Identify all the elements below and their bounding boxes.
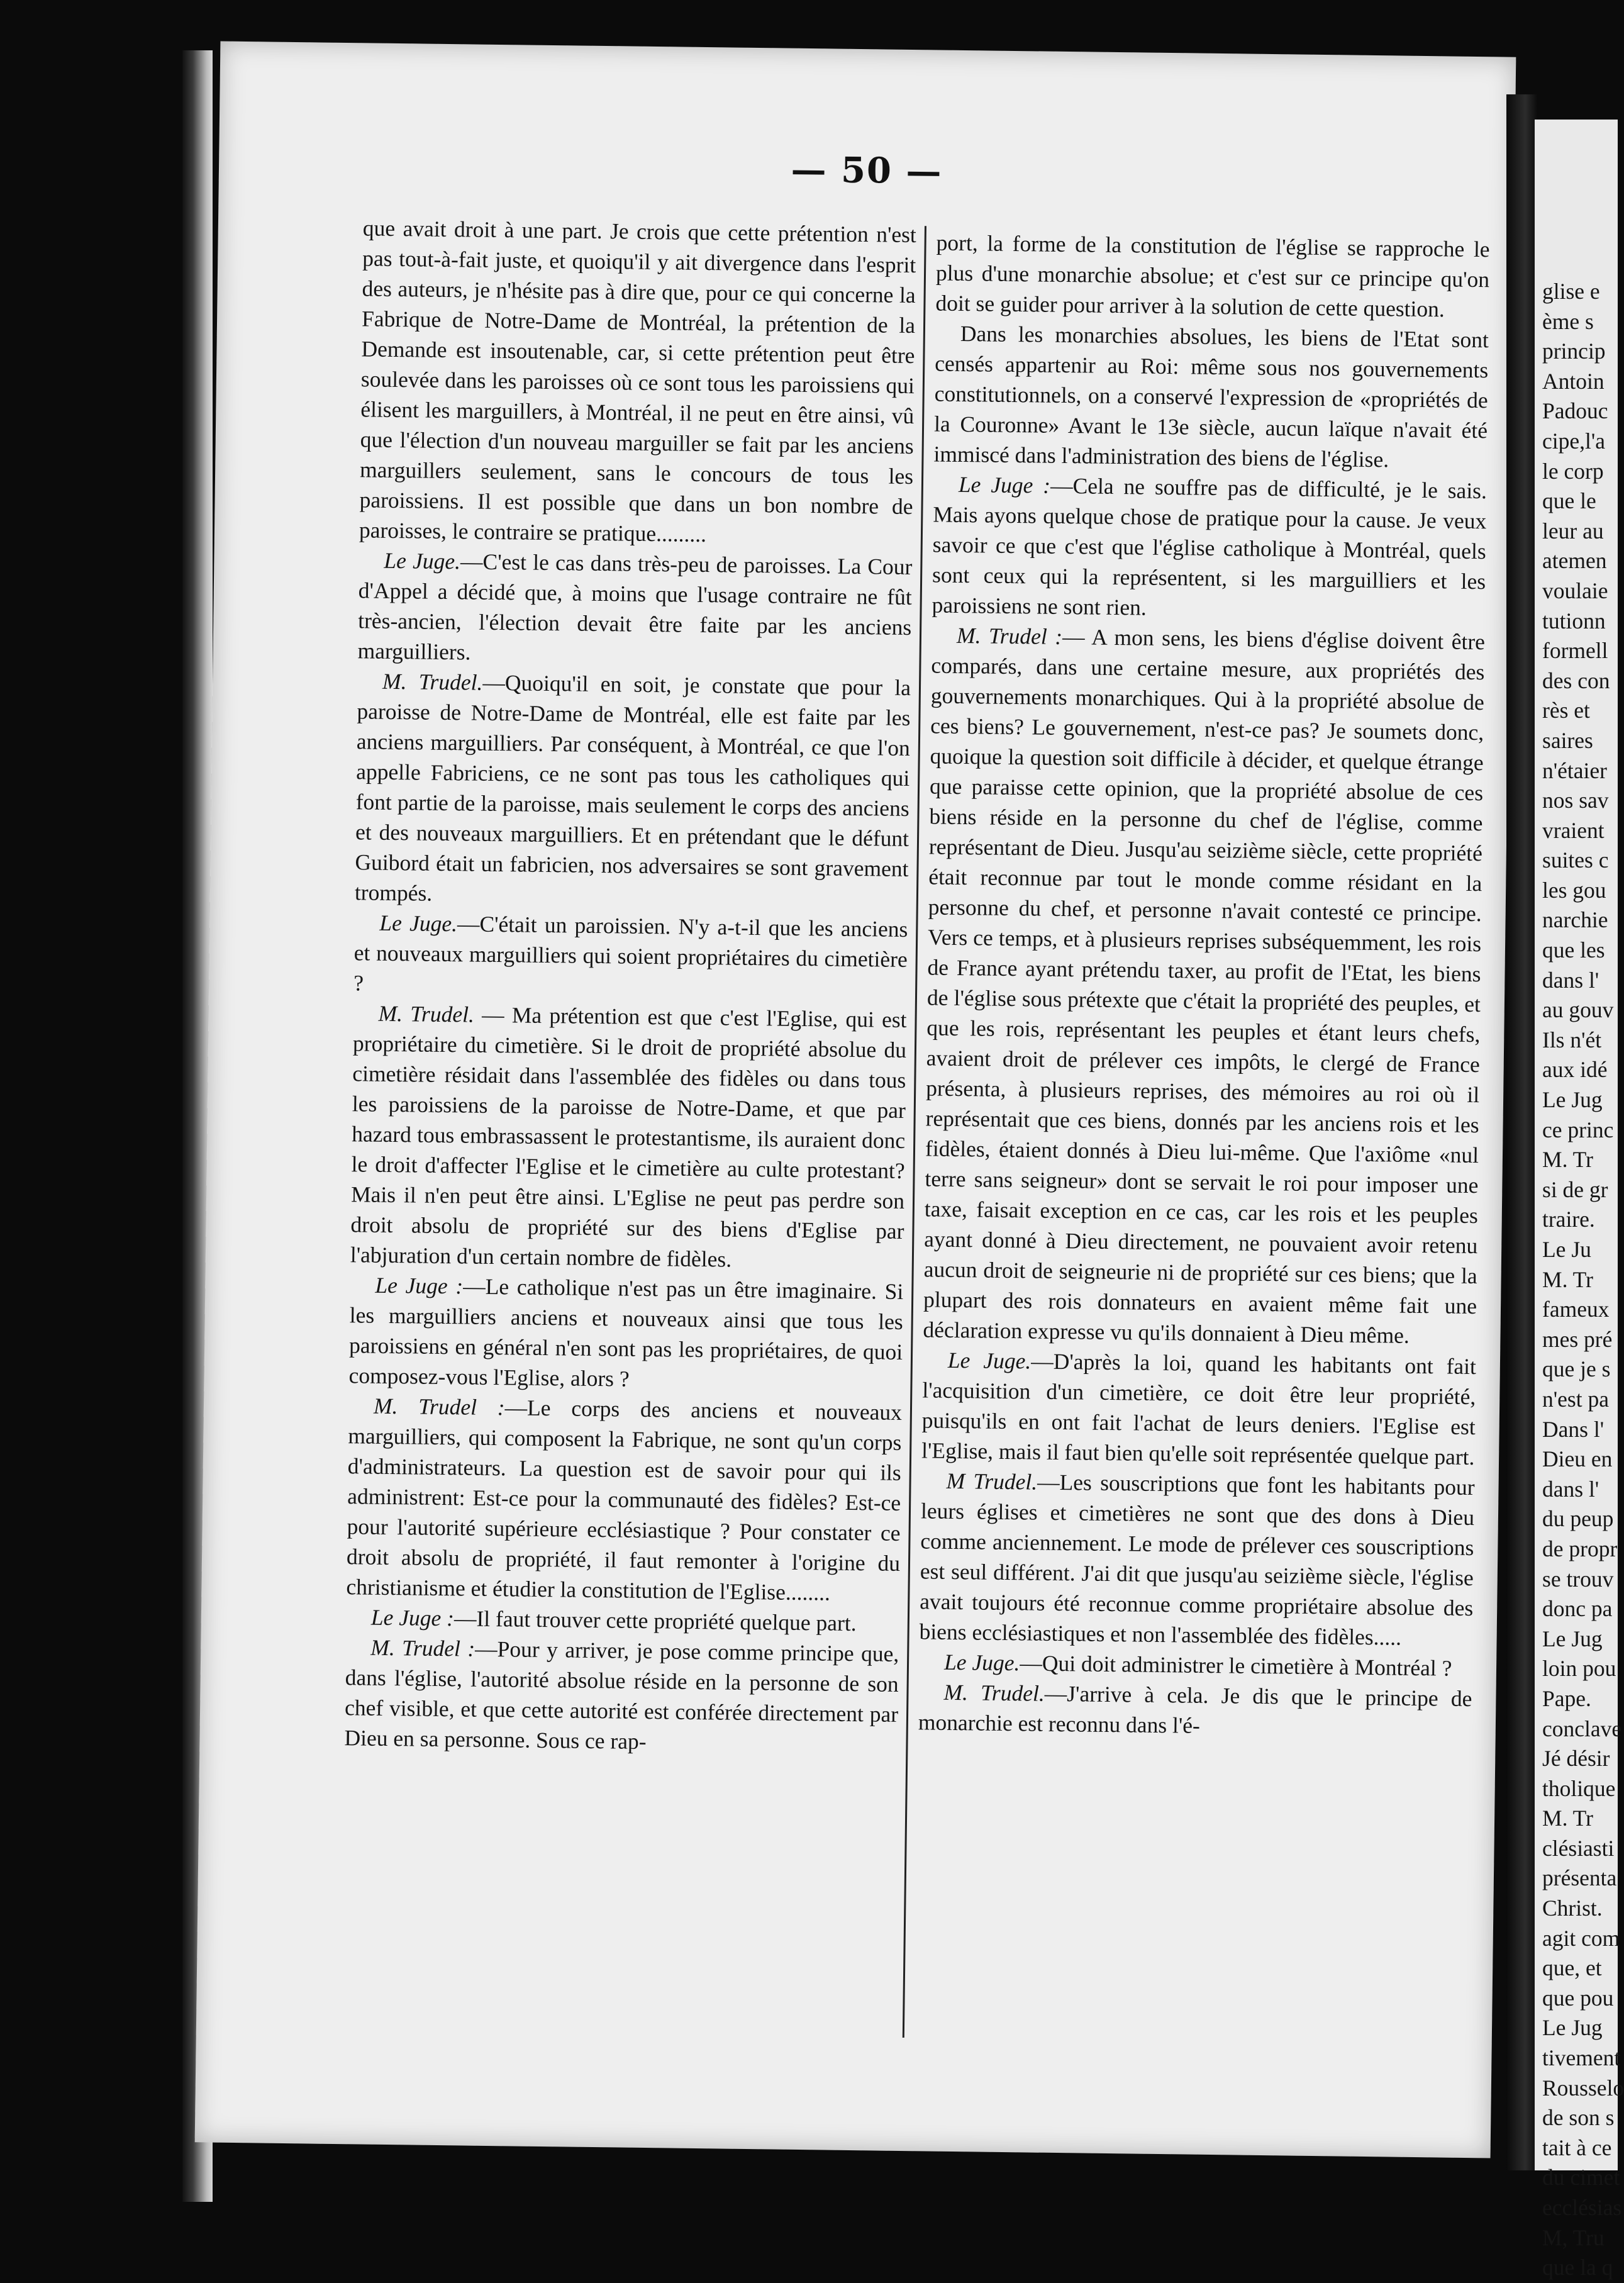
speaker-name: M. Trudel : [370,1634,476,1661]
paragraph [348,1270,903,1397]
speaker-name: M. Trudel. [378,1000,475,1027]
adjacent-page-line: les gou [1542,877,1606,903]
adjacent-page-line: Le Jug [1542,1087,1603,1113]
adjacent-page-line: conclave [1542,1716,1622,1741]
adjacent-page-line: fameux [1542,1297,1610,1322]
paragraph [346,1390,902,1609]
adjacent-page-line: mes pré [1542,1326,1613,1352]
adjacent-page-line: ème s [1542,308,1594,334]
paragraph-text: — Ma prétention est que c'est l'Eglise, qui est propriétaire du cimetière. Si le droit de propriété absolue du cimetière résidait dans l'assemblée des fidèles ou dans tous les paroissiens de la paroisse de Notre-Dame, et que par hazard tous embrassassent le protestantisme, ils auraient donc le droit d'affecter l'Eglise et le cimetière au culte protestant? Mais il n'en peut être ainsi. L'Eglise ne peut pas perdre son droit absolu de propriété sur des biens d'Eglise par l'abjuration d'un certain nombre de fidèles. [350,1002,907,1272]
adjacent-page-line: que, et [1542,1955,1602,1981]
adjacent-page-line: présenta [1542,1865,1617,1891]
paragraph-text: port, la forme de la constitution de l'église se rapproche le plus d'une monarchie absolue; et c'est sur ce principe qu'on doit se guider pour arriver à la solution de cette question. [935,230,1490,322]
paragraph-text: —Qui doit administrer le cimetière à Montréal ? [1020,1650,1452,1681]
paragraph-text: —Les souscriptions que font les habitants pour leurs églises et cimetières ne sont que des dons à Dieu comme anciennement. Le mode de prélever ces souscriptions est seul différent. J'ai dit que jusqu'au seizième siècle, l'église avait toujours été reconnue comme propriétaire absolue des biens ecclésiastiques et non l'assemblée des fidèles..... [919,1469,1475,1650]
paragraph-text: —C'est le cas dans très-peu de paroisses. La Cour d'Appel a décidé que, à moins que l'usage contraire ne fût très-ancien, l'élection devait être faite par les anciens marguilliers. [357,549,913,665]
adjacent-page-line: de propr [1542,1536,1618,1561]
adjacent-page-line: si de gr [1542,1176,1608,1202]
adjacent-page-line: vraient [1542,817,1605,843]
adjacent-page-line: tait à ce [1542,2135,1612,2160]
adjacent-page-line: tutionn [1542,608,1606,634]
adjacent-page-line: des con [1542,667,1610,693]
book-gutter [1506,94,1538,2170]
paragraph-text: —D'après la loi, quand les habitants ont fait l'acquisition d'un cimetière, ce doit être leur propriété, puisqu'ils en ont fait l'achat de leurs deniers. l'Eglise est l'Eglise, mais il faut bien qu'elle soit représentée quelque part. [921,1348,1477,1470]
adjacent-page-line: de son s [1542,2105,1615,2131]
paragraph-text: que avait droit à une part. Je crois que cette prétention n'est pas tout-à-fait juste, et quoiqu'il y ait divergence dans l'esprit des auteurs, je n'hésite pas à dire que, pour ce qui concerne la Fabrique de Notre-Dame de Montréal, la prétention de la Demande est insoutenable, car, si cette prétention peut être soulevée dans les paroisses où ce sont tous les paroissiens qui élisent les marguillers, à Montréal, il ne peut en être ainsi, vû que l'élection d'un nouveau marguiller se fait par les anciens marguillers seulement, sans le concours de tous les paroissiens. Il est possible que dans un bon nombre de paroisses, le contraire se pratique......... [359,215,917,547]
adjacent-page-line: du cimet [1542,2165,1620,2191]
adjacent-page-line: Ils n'ét [1542,1027,1602,1052]
speaker-name: M. Trudel. [943,1679,1045,1706]
paragraph-text: —Le catholique n'est pas un être imaginaire. Si les marguilliers anciens et nouveaux ainsi que tous les paroissiens en général n'en sont pas les propriétaires, de quoi composez-vous l'Eglise, alors ? [348,1273,904,1392]
paragraph [933,318,1489,476]
adjacent-page-line: que pou [1542,1985,1614,2011]
paragraph-text: Dans les monarchies absolues, les biens de l'Etat sont censés appartenir au Roi: même sous nos gouvernements constitutionnels, on a conservé l'expression de «propriétés de la Couronne» Avant le 13e siècle, aucun laïque n'avait été immiscé dans l'administration des biens de l'église. [933,320,1489,472]
adjacent-page-line: M. Tr [1542,1806,1593,1831]
adjacent-page-line: que je s [1542,1356,1611,1382]
right-column [918,227,1490,1744]
adjacent-page-line: glise e [1542,279,1600,304]
adjacent-page-line: donc pa [1542,1596,1613,1622]
adjacent-page-line: cipe,l'a [1542,428,1606,454]
speaker-name: M. Trudel : [373,1393,505,1421]
adjacent-page-line: Pape. [1542,1685,1591,1711]
adjacent-page-line: saires [1542,727,1593,753]
adjacent-page-line: nos sav [1542,788,1609,813]
paragraph [921,1344,1476,1472]
adjacent-page-line: Jé désir [1542,1746,1610,1772]
adjacent-page-line: se trouv [1542,1566,1614,1592]
paragraph-text: —J'arrive à cela. Je dis que le principe de monarchie est reconnu dans l'é- [918,1680,1472,1738]
adjacent-page-line: agit com [1542,1925,1620,1951]
adjacent-page-line: Dieu en [1542,1446,1613,1472]
adjacent-page-line: du peup [1542,1506,1614,1532]
speaker-name: M. Trudel : [956,622,1063,649]
adjacent-page-line: M. Tr [1542,1147,1593,1173]
paragraph [350,998,907,1276]
left-column [344,213,916,1760]
paragraph-text: —Cela ne souffre pas de difficulté, je le sais. Mais ayons quelque chose de pratique pour la cause. Je veux savoir ce que c'est que l'église catholique à Montréal, quels sont ceux qui la représentent, si les marguilliers et les paroissiens ne sont rien. [932,472,1488,620]
adjacent-page-line: Le Ju [1542,1237,1591,1262]
paragraph-text: — A mon sens, les biens d'église doivent être comparés, dans une certaine mesure, aux propriétés des gouvernements monarchiques. Qui à la propriété absolue de ces biens? Le gouvernement, n'est-ce pas? Je soumets donc, quoique la question soit difficile à décider, et quelque étrange que paraisse cette opinion, que la propriété absolue de ces biens réside en la personne du chef de l'église, comme représentant de Dieu. Jusqu'au seizième siècle, cette propriété était reconnue par tout le monde comme résidant en la personne du chef, et personne n'avait contesté ce principe. Vers ce temps, et à plusieurs reprises subséquemment, les rois de France ayant prétendu taxer, au profit de l'Etat, les biens de l'église sous prétexte que c'était la propriété des peuples, et que les rois, représentant les peuples et étant leurs chefs, avaient droit de prélever ces impôts, le clergé de France présenta, à plusieurs reprises, des mémoires au roi où il représentait que ces biens, donnés par les anciens rois et les fidèles, étaient donnés à Dieu lui-même. Que l'axiôme «nul terre sans seigneur» dont se servait le roi pour imposer une taxe, faisait exception en ce cas, car les rois et les peuples ayant donné à Dieu directement, ne pouvaient avoir retenu aucun droit de seigneurie ni de propriété sur ces biens; que la plupart des rois donnateurs en avaient même fait une déclaration expresse vu qu'ils donnaient à Dieu même. [923,623,1486,1348]
speaker-name: Le Juge. [943,1649,1020,1676]
paragraph [932,469,1487,627]
speaker-name: Le Juge : [958,471,1051,498]
adjacent-page-line: atemen [1542,548,1607,574]
adjacent-page-line: tholique [1542,1775,1616,1801]
adjacent-page-line: aux idé [1542,1057,1608,1083]
paragraph-text: —Quoiqu'il en soit, je constate que pour la paroisse de Notre-Dame de Montréal, elle est faite par les anciens marguilliers. Par conséquent, à Montréal, ce que l'on appelle Fabriciens, ce ne sont pas tous les catholiques qui font partie de la paroisse, mais seulement le corps des anciens et des nouveaux marguilliers. Et en prétendant que le défunt Guibord était un fabricien, nos adversaires se sont gravement trompés. [354,669,911,906]
adjacent-page-line: Christ. [1542,1895,1603,1921]
adjacent-page-line: que les [1542,937,1605,963]
adjacent-page-line: que la q [1542,2255,1613,2280]
adjacent-page-line: Dans l' [1542,1416,1605,1442]
page-number: — 50 — [791,148,943,193]
adjacent-page-line: Le Jug [1542,2015,1603,2041]
paragraph [344,1632,899,1760]
adjacent-page-edge [1535,120,1624,2280]
adjacent-page-line: traire. [1542,1207,1595,1232]
paragraph [919,1465,1474,1653]
adjacent-page-line: Rousselo [1542,2075,1624,2101]
adjacent-page-line: ecclésias [1542,2195,1622,2220]
speaker-name: Le Juge. [384,547,461,574]
adjacent-page-line: narchie [1542,907,1608,933]
speaker-name: Le Juge. [379,910,458,937]
paragraph [357,545,912,673]
adjacent-page-line: M, Tru [1542,2224,1605,2250]
speaker-name: M Trudel. [946,1468,1038,1495]
adjacent-page-line: clésiasti [1542,1835,1615,1861]
paragraph [935,227,1490,325]
adjacent-page-line: leur au [1542,518,1604,544]
paragraph-text: —Pour y arriver, je pose comme principe que, dans l'église, l'autorité absolue réside en la personne de son chef visible, et que cette autorité est conférée directement par Dieu en sa personne. Sous ce rap- [344,1636,899,1755]
paragraph-text: —Il faut trouver cette propriété quelque part. [453,1605,857,1636]
adjacent-page-line: le corp [1542,458,1604,484]
paragraph [353,907,908,1005]
adjacent-page-line: tivement [1542,2045,1621,2071]
adjacent-page-line: au gouv [1542,997,1614,1023]
adjacent-page-line: Padouc [1542,398,1608,424]
adjacent-page-line: n'étaier [1542,757,1607,783]
adjacent-page-line: rès et [1542,698,1590,723]
paragraph [918,1677,1472,1744]
adjacent-page-line: M. Tr [1542,1266,1593,1292]
paragraph [359,213,916,552]
speaker-name: Le Juge : [375,1272,464,1299]
paragraph [355,666,911,914]
adjacent-page-line: dans l' [1542,967,1599,993]
adjacent-page-text [1535,277,1624,2283]
adjacent-page-line: dans l' [1542,1476,1599,1502]
adjacent-page-line: voulaie [1542,578,1608,603]
adjacent-page-line: princip [1542,338,1606,364]
paragraph [923,620,1485,1351]
adjacent-page-line: que le [1542,488,1596,514]
adjacent-page-line: ce princ [1542,1117,1614,1142]
adjacent-page-line: suites c [1542,847,1609,873]
book-page [195,42,1516,2158]
speaker-name: Le Juge. [947,1347,1032,1374]
paragraph-text: —C'était un paroissien. N'y a-t-il que les anciens et nouveaux marguilliers qui soient propriétaires du cimetière ? [353,911,908,996]
speaker-name: M. Trudel. [382,668,483,695]
adjacent-page-line: Antoin [1542,368,1605,394]
adjacent-page-line: n'est pa [1542,1386,1609,1412]
adjacent-page-line: formell [1542,638,1608,664]
adjacent-page-line: loin pou [1542,1656,1616,1682]
paragraph-text: —Le corps des anciens et nouveaux marguilliers, qui composent la Fabrique, ne sont qu'un corps d'administrateurs. La question est de savoir pour qui ils administrent: Est-ce pour la communauté des fidèles? Est-ce pour l'autorité supérieure ecclésiastique ? Pour constater ce droit absolu de propriété, il faut remonter à l'origine du christianisme et étudier la constitution de l'Eglise........ [346,1395,903,1605]
adjacent-page-line: Le Jug [1542,1626,1603,1651]
speaker-name: Le Juge : [370,1604,455,1631]
